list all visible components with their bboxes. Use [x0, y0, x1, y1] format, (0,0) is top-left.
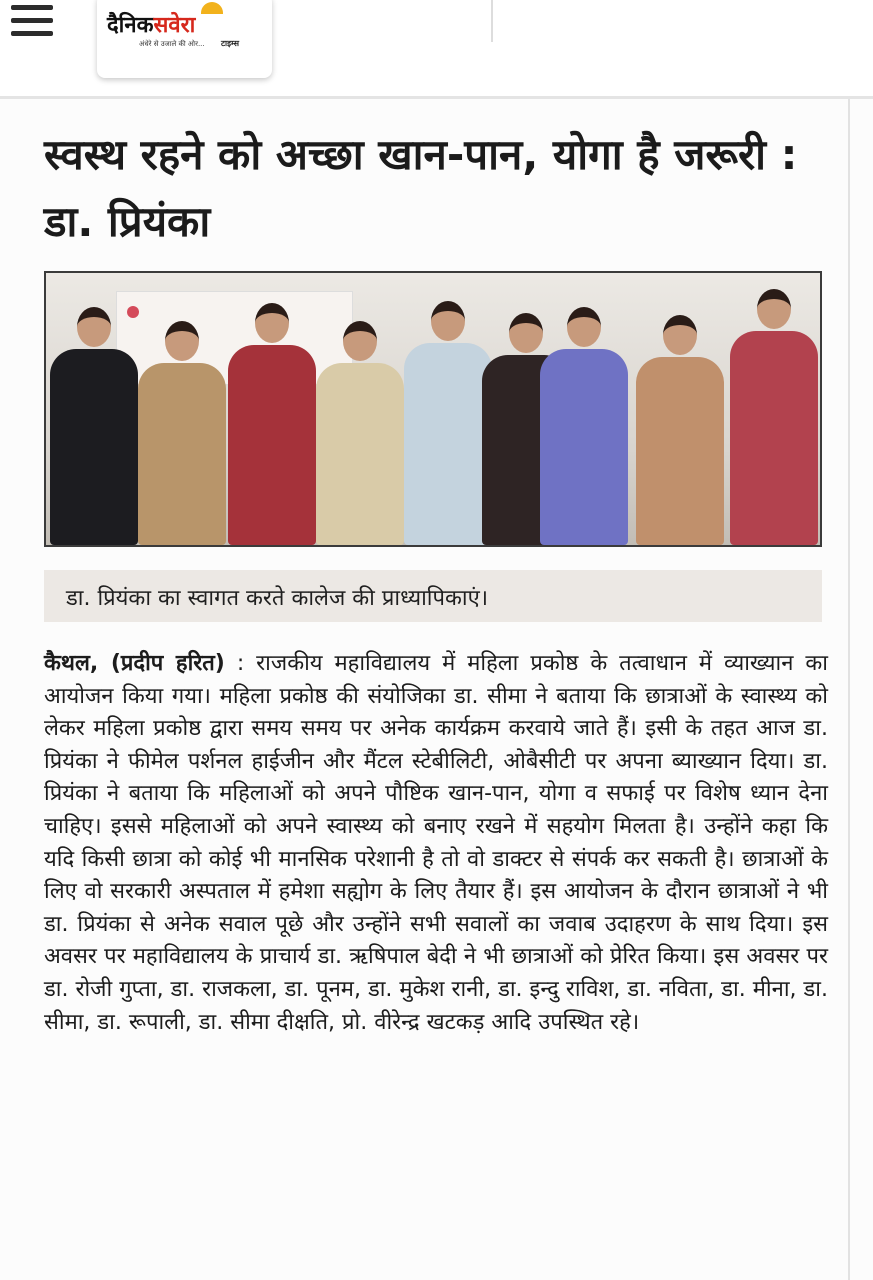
logo-wordmark	[107, 14, 195, 38]
logo-word-1: दैनिक	[107, 13, 154, 38]
logo-word-2: सवेरा	[153, 13, 196, 38]
top-bar	[0, 0, 873, 99]
site-logo[interactable]	[97, 0, 272, 78]
photo-person	[50, 307, 138, 545]
photo-person	[540, 307, 628, 545]
photo-person	[636, 315, 724, 545]
article-photo	[44, 271, 822, 547]
article-headline: स्वस्थ रहने को अच्छा खान-पान, योगा है जरूरी : डा. प्रियंका	[44, 130, 798, 246]
photo-person	[138, 321, 226, 545]
divider	[491, 0, 493, 42]
article-dateline: कैथल, (प्रदीप हरित)	[44, 651, 225, 676]
logo-tagline: अंधेरे से उजाले की ओर...	[139, 40, 205, 48]
article-body	[44, 648, 828, 1039]
photo-person	[730, 289, 818, 545]
photo-person	[316, 321, 404, 545]
article-body-text: : राजकीय महाविद्यालय में महिला प्रकोष्ठ के तत्वाधान में व्याख्यान का आयोजन किया गया। महिला प्रकोष्ठ की संयोजिका डा. सीमा ने बताया कि छात्राओं के स्वास्थ्य को लेकर महिला प्रकोष्ठ द्वारा समय समय पर अनेक कार्यक्रम करवाये जाते हैं। इसी के तहत आज डा. प्रियंका ने फीमेल पर्शनल हाईजीन और मैंटल स्टेबीलिटी, ओबैसीटी पर अपना ब्याख्यान दिया। डा. प्रियंका ने बताया कि महिलाओं को अपने पौष्टिक खान-पान, योगा व सफाई पर विशेष ध्यान देना चाहिए। इससे महिलाओं को अपने स्वास्थ्य को बनाए रखने में सहयोग मिलता है। उन्होंने कहा कि यदि किसी छात्रा को कोई भी मानसिक परेशानी है तो वो डाक्टर से संपर्क कर सकती है। छात्राओं के लिए वो सरकारी अस्पताल में हमेशा सह्योग के लिए तैयार हैं। इस आयोजन के दौरान छात्राओं ने भी डा. प्रियंका से अनेक सवाल पूछे और उन्होंने सभी सवालों का जवाब उदाहरण के साथ दिया। इस अवसर पर महाविद्यालय के प्राचार्य डा. ऋषिपाल बेदी ने भी छात्राओं को प्रेरित किया। इस अवसर पर डा. रोजी गुप्ता, डा. राजकला, डा. पूनम, डा. मुकेश रानी, डा. इन्दु राविश, डा. नविता, डा. मीना, डा. सीमा, डा. रूपाली, डा. सीमा दीक्षति, प्रो. वीरेन्द्र खटकड़ आदि उपस्थित रहे।	[44, 651, 828, 1035]
hamburger-menu-icon[interactable]	[11, 5, 57, 45]
logo-suffix: टाइम्स	[221, 39, 240, 48]
photo-person	[404, 301, 492, 545]
column-rule	[848, 99, 850, 1280]
sun-icon	[201, 2, 223, 14]
article-clipping	[0, 99, 873, 1280]
photo-person	[228, 303, 316, 545]
photo-caption: डा. प्रियंका का स्वागत करते कालेज की प्राध्यापिकाएं।	[44, 570, 822, 622]
